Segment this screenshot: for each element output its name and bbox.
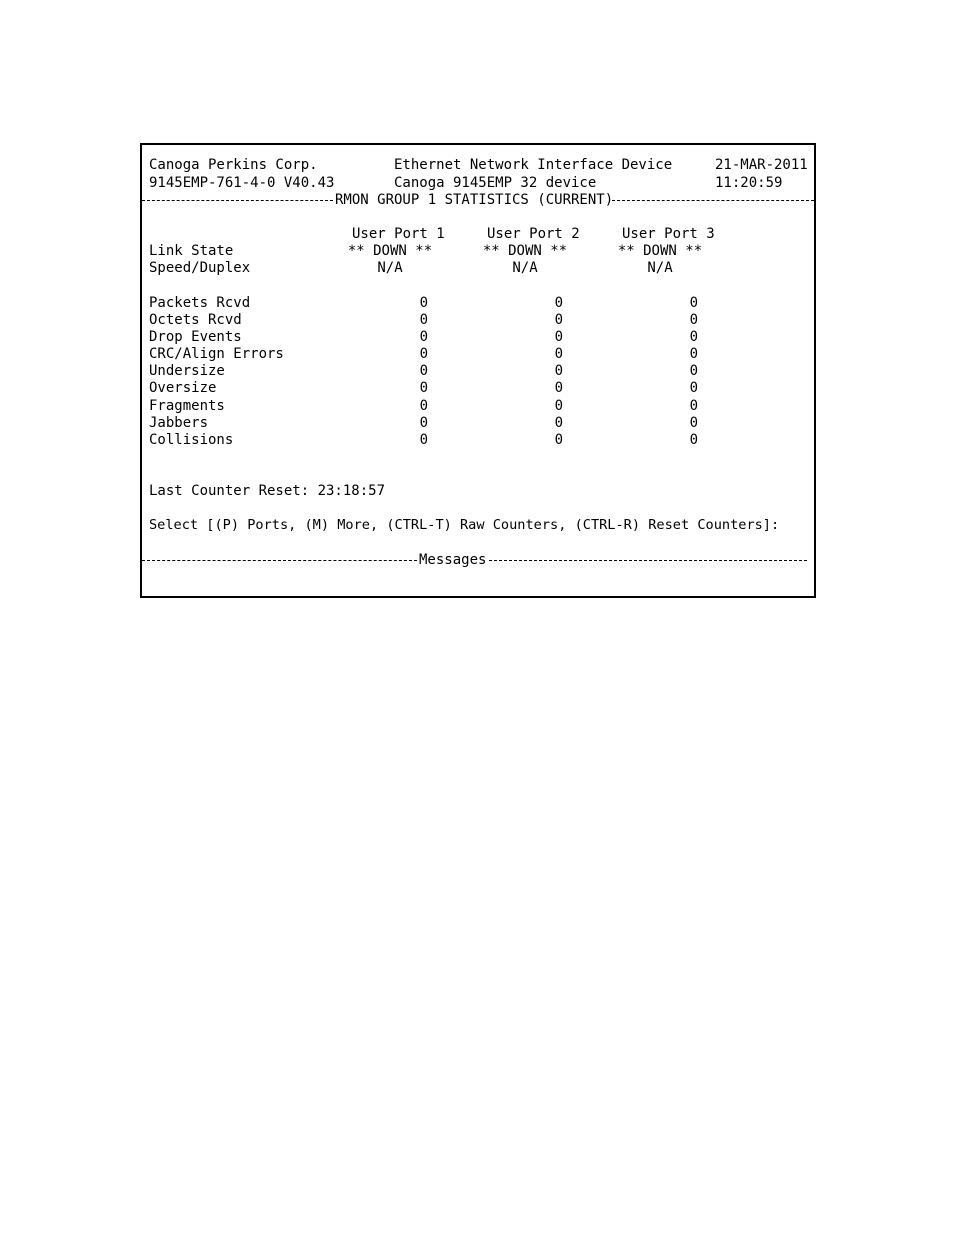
current-time: 11:20:59 [715,175,783,191]
stats-row [142,380,814,397]
port-header-3: User Port 3 [622,226,715,242]
separator-line-left [142,200,333,201]
stat-port-3: 0 [689,432,698,448]
stat-port-1: 0 [419,363,428,379]
stat-port-1: 0 [419,295,428,311]
last-counter-reset: Last Counter Reset: 23:18:57 [149,483,386,499]
header-line-2 [142,175,814,192]
port-header-2: User Port 2 [487,226,580,242]
speed-duplex-port-3: N/A [647,260,673,276]
stats-row [142,363,814,380]
stat-port-3: 0 [689,346,698,362]
stat-port-2: 0 [554,312,563,328]
device-name: Canoga 9145EMP 32 device [394,175,597,191]
stat-port-1: 0 [419,346,428,362]
command-prompt[interactable]: Select [(P) Ports, (M) More, (CTRL-T) Raw Counters, (CTRL-R) Reset Counters]: [149,517,780,533]
row-label: Collisions [149,432,234,448]
stat-port-3: 0 [689,363,698,379]
row-label: Oversize [149,380,217,396]
link-state-port-3: ** DOWN ** [617,243,703,259]
stats-row [142,346,814,363]
stats-row [142,432,814,449]
separator-line-right [489,560,807,561]
current-date: 21-MAR-2011 [715,157,808,173]
stat-port-1: 0 [419,432,428,448]
stat-port-2: 0 [554,415,563,431]
stats-row [142,415,814,432]
stats-row [142,398,814,415]
company-name: Canoga Perkins Corp. [149,157,318,173]
stat-port-1: 0 [419,398,428,414]
messages-area [142,571,814,596]
row-label: Fragments [149,398,225,414]
stat-port-2: 0 [554,398,563,414]
row-label: CRC/Align Errors [149,346,284,362]
terminal-screen [140,143,816,598]
link-state-port-2: ** DOWN ** [482,243,568,259]
separator-line-left [142,560,417,561]
port-header-1: User Port 1 [352,226,445,242]
model-version: 9145EMP-761-4-0 V40.43 [149,175,335,191]
stat-port-3: 0 [689,312,698,328]
stats-row [142,295,814,312]
row-label: Jabbers [149,415,209,431]
stat-port-3: 0 [689,329,698,345]
row-label: Link State [149,243,234,259]
messages-separator [142,552,814,569]
command-prompt-row[interactable] [142,517,814,534]
title-separator [142,192,814,209]
port-header-row [142,226,814,243]
stat-port-2: 0 [554,380,563,396]
link-state-row [142,243,814,260]
device-type: Ethernet Network Interface Device [394,157,673,173]
stat-port-2: 0 [554,432,563,448]
stat-port-3: 0 [689,380,698,396]
row-label: Octets Rcvd [149,312,242,328]
speed-duplex-row [142,260,814,277]
messages-title: Messages [419,552,487,568]
stat-port-3: 0 [689,398,698,414]
stat-port-1: 0 [419,415,428,431]
separator-line-right [612,200,814,201]
row-label: Drop Events [149,329,242,345]
screen-title: RMON GROUP 1 STATISTICS (CURRENT) [335,192,614,208]
speed-duplex-port-1: N/A [377,260,403,276]
stat-port-1: 0 [419,312,428,328]
row-label: Undersize [149,363,225,379]
stat-port-3: 0 [689,295,698,311]
stat-port-1: 0 [419,329,428,345]
stats-row [142,329,814,346]
speed-duplex-port-2: N/A [512,260,538,276]
stats-row [142,312,814,329]
stat-port-2: 0 [554,295,563,311]
link-state-port-1: ** DOWN ** [347,243,433,259]
row-label: Speed/Duplex [149,260,251,276]
stat-port-1: 0 [419,380,428,396]
header-line-1 [142,157,814,174]
stat-port-2: 0 [554,346,563,362]
stat-port-3: 0 [689,415,698,431]
stat-port-2: 0 [554,329,563,345]
row-label: Packets Rcvd [149,295,251,311]
stat-port-2: 0 [554,363,563,379]
last-reset-row [142,483,814,500]
